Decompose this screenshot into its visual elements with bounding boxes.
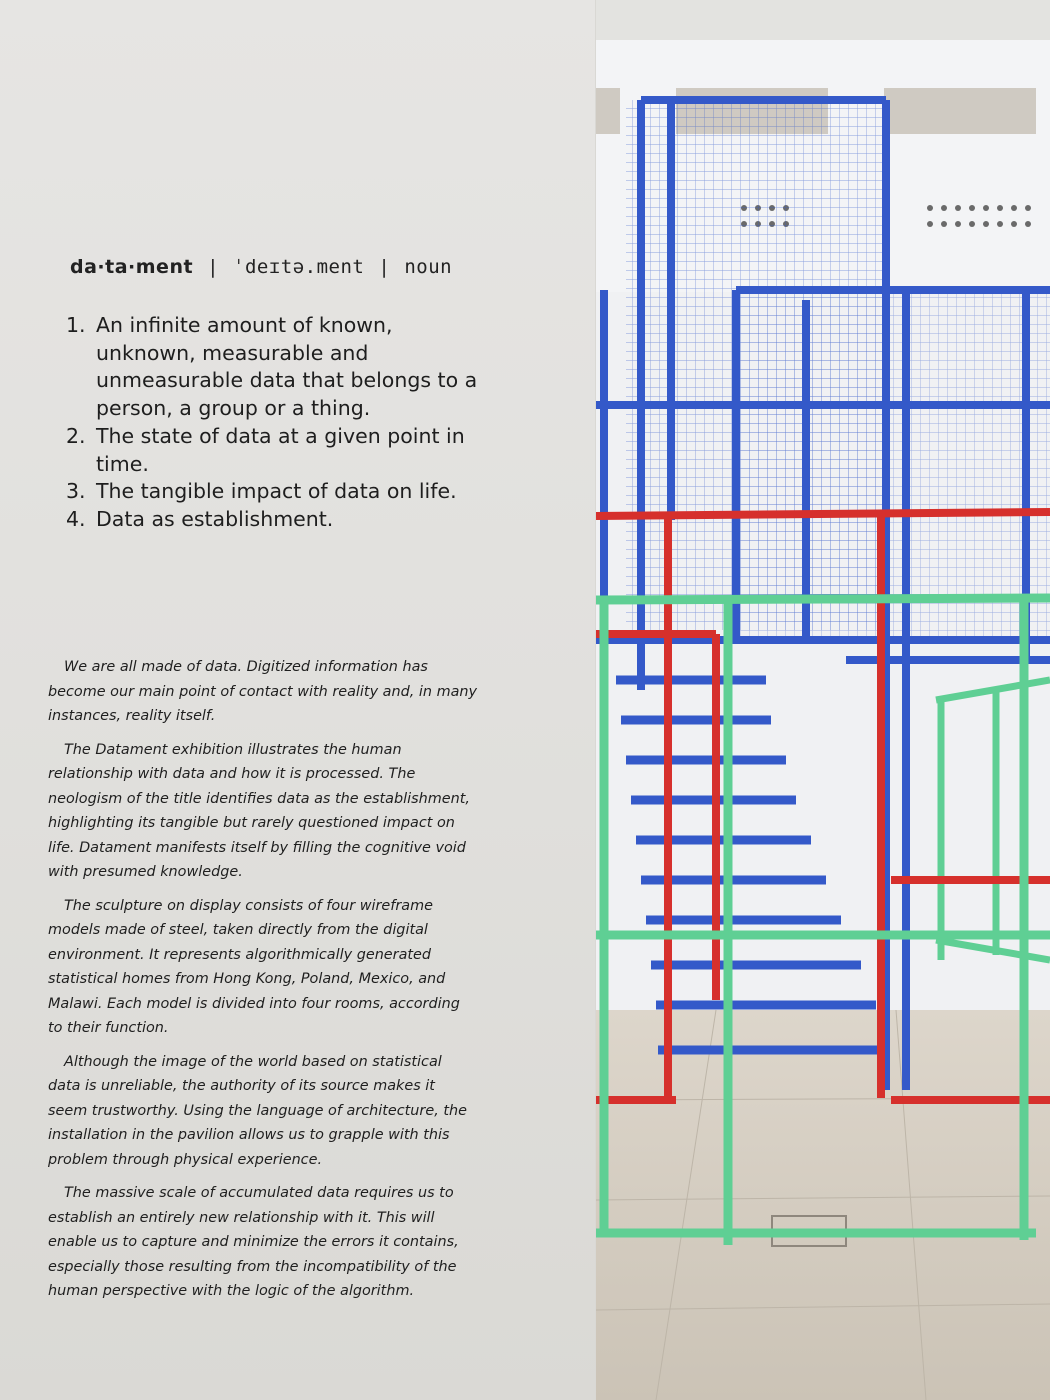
definition-number: 3. xyxy=(66,479,86,504)
headword-term: da·ta·ment xyxy=(70,256,194,278)
ceiling xyxy=(596,0,1050,40)
blue-mesh-panel xyxy=(736,290,1050,640)
headword-part-of-speech: noun xyxy=(404,256,453,278)
headword-pronunciation: ˈdeɪtə.ment xyxy=(233,256,365,278)
exhibition-paragraph: We are all made of data. Digitized information has become our main point of contact with reality and, in many instances, reality itself. xyxy=(48,659,478,724)
definition-list xyxy=(66,312,486,534)
exhibition-paragraph: Although the image of the world based on statistical data is unreliable, the authority of its source makes it seem trustworthy. Using the language of architecture, the installation in the pavilion allows us to grapple with this problem through physical experience. xyxy=(48,1053,467,1168)
definition-number: 2. xyxy=(66,423,86,448)
definition-item xyxy=(66,506,486,534)
definition-number: 1. xyxy=(66,313,86,337)
vent-grille xyxy=(884,88,1036,134)
headword-separator: | xyxy=(207,256,220,278)
exhibition-paragraph: The Datament exhibition illustrates the human relationship with data and how it is processed. The neologism of the title identifies data as the establishment, highlighting its tangible but rarely questioned impact on life. Datament manifests itself by filling the cognitive void with presumed knowledge. xyxy=(48,741,470,880)
exhibition-paragraph: The massive scale of accumulated data requires us to establish an entirely new relationship with it. This will enable us to capture and minimize the errors it contains, especially those resulting from the incompatibility of the human perspective with the logic of the algorithm. xyxy=(48,1185,459,1299)
definition-number: 4. xyxy=(66,506,86,531)
definition-item xyxy=(66,312,486,423)
definition-text: Data as establishment. xyxy=(96,506,334,531)
vent-grille xyxy=(596,88,620,134)
definition-text: The tangible impact of data on life. xyxy=(96,479,457,504)
definition-item xyxy=(66,478,486,506)
dictionary-headword xyxy=(70,256,452,278)
exhibition-text xyxy=(48,655,478,1313)
headword-separator: | xyxy=(378,256,391,278)
installation-photo xyxy=(596,0,1050,1400)
definition-item xyxy=(66,423,486,478)
definition-text: The state of data at a given point in time. xyxy=(96,423,465,476)
definition-text: An infinite amount of known, unknown, measurable and unmeasurable data that belongs to a person, a group or a thing. xyxy=(96,313,478,421)
exhibition-paragraph: The sculpture on display consists of four wireframe models made of steel, taken directly from the digital environment. It represents algorithmically generated statistical homes from Hong Kong, Poland, Mexico, and Malawi. Each model is divided into four rooms, according to their function. xyxy=(48,897,460,1036)
wireframe-sculpture-scene xyxy=(596,0,1050,1400)
